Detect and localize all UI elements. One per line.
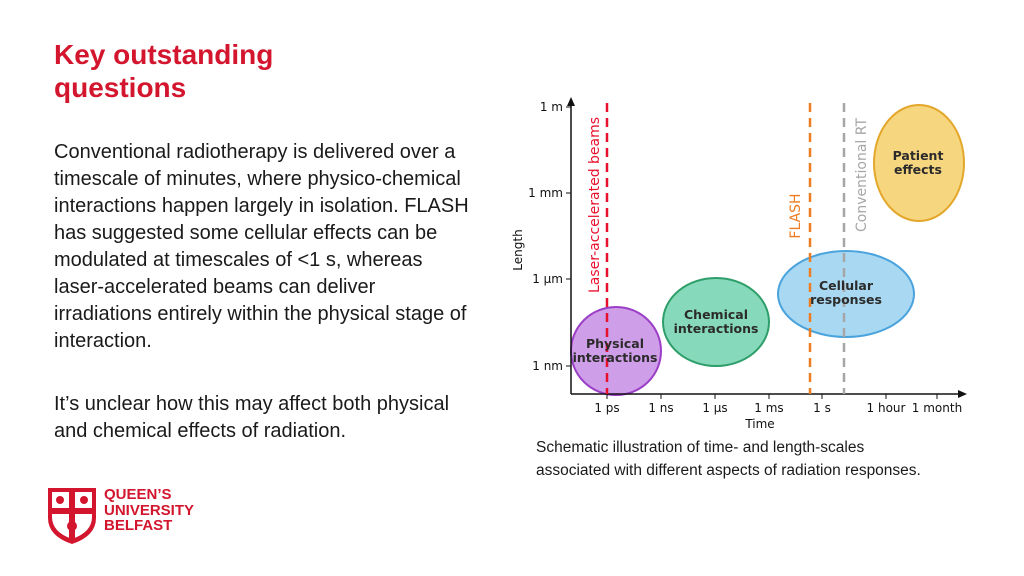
x-axis-arrow <box>958 390 967 398</box>
x-tick-label: 1 ps <box>594 401 620 415</box>
region-label-cellular-1: Cellular <box>818 278 874 293</box>
x-axis-title: Time <box>745 417 775 431</box>
university-logo <box>46 486 206 546</box>
region-label-patient-1: Patient <box>892 148 944 163</box>
x-tick-label: 1 s <box>813 401 831 415</box>
x-tick-label: 1 μs <box>702 401 728 415</box>
label-flash: FLASH <box>788 193 804 239</box>
x-tick-label: 1 ns <box>648 401 674 415</box>
y-tick-label: 1 mm <box>528 186 563 200</box>
region-label-chemical-2: interactions <box>673 321 759 336</box>
y-tick-label: 1 m <box>539 100 563 114</box>
x-tick-label: 1 hour <box>866 401 906 415</box>
body-paragraph-1: Conventional radiotherapy is delivered over a timescale of minutes, where physico-chemical interactions happen largely in isolation. FLASH has suggested some cellular effects can be modulated at timescales of <1 s, whereas laser-accelerated beams can deliver irradiations entirely within the physical stage of interaction. <box>54 141 469 352</box>
region-label-physical-2: interactions <box>572 350 658 365</box>
region-label-physical-1: Physical <box>585 336 645 351</box>
x-tick-label: 1 ms <box>754 401 784 415</box>
y-tick-label: 1 μm <box>532 272 563 286</box>
timescale-diagram <box>500 90 980 435</box>
crest-icon <box>46 486 98 546</box>
slide-title: Key outstanding questions <box>54 39 274 103</box>
label-conventional-rt: Conventional RT <box>854 118 870 232</box>
region-label-patient-2: effects <box>894 162 942 177</box>
y-axis-arrow <box>567 97 575 106</box>
body-paragraph-2: It’s unclear how this may affect both physical and chemical effects of radiation. <box>54 393 450 442</box>
figure-caption: Schematic illustration of time- and length-scales associated with different aspects of radiation responses. <box>536 439 921 479</box>
region-label-cellular-2: responses <box>810 292 882 307</box>
x-tick-label: 1 month <box>911 401 963 415</box>
region-label-chemical-1: Chemical <box>684 307 748 322</box>
y-tick-label: 1 nm <box>532 359 563 373</box>
logo-text: QUEEN’S UNIVERSITY BELFAST <box>104 486 195 534</box>
label-laser-accelerated-beams: Laser-accelerated beams <box>587 116 603 294</box>
y-axis-title: Length <box>511 229 525 271</box>
